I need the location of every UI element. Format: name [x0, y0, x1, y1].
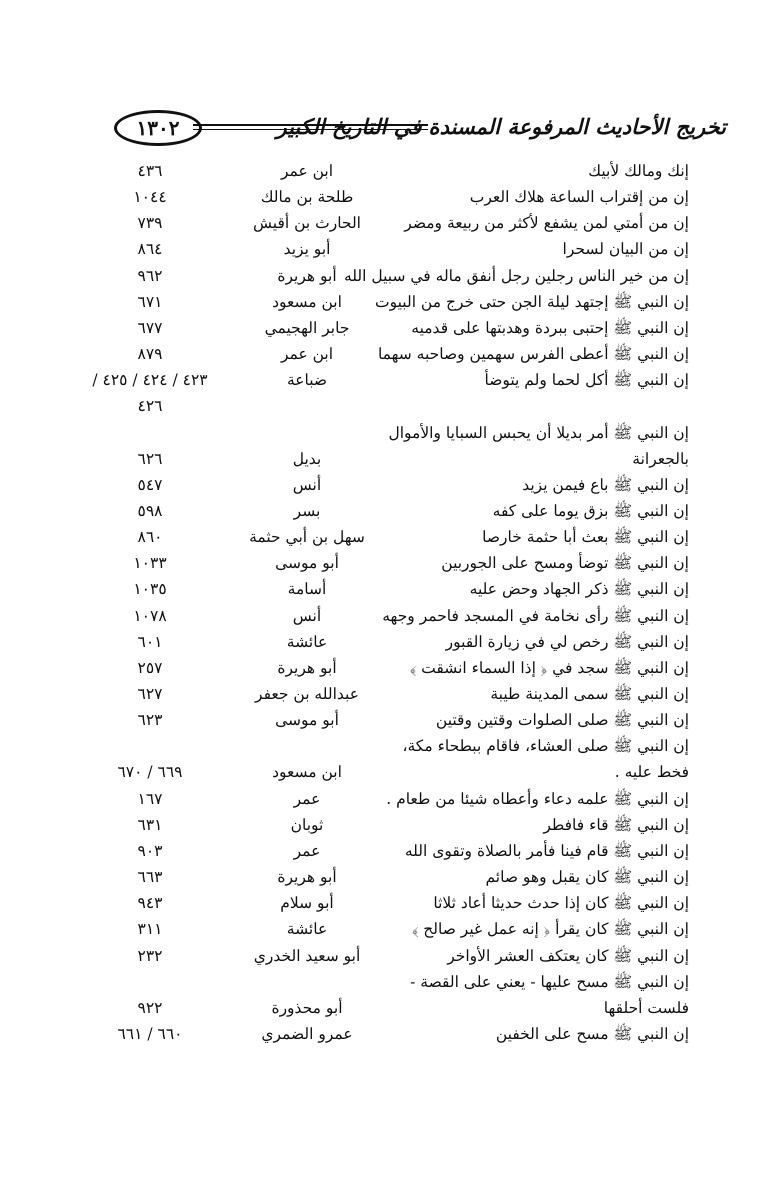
narrator-name: جابر الهجيمي: [264, 318, 350, 337]
hadith-text: فخط عليه .: [614, 763, 689, 782]
narrator-name: بسر: [293, 501, 321, 520]
page-refs: ١٠٣٣: [133, 554, 167, 573]
index-entry: [0, 629, 765, 655]
narrator-name: أسامة: [287, 580, 327, 599]
narrator-name: ثوبان: [290, 815, 324, 834]
page-refs: ٩٠٣: [137, 841, 163, 860]
page-refs: ٢٣٢: [137, 946, 163, 965]
hadith-text: إن النبي ﷺ صلى الصلوات وقتين وقتين: [435, 711, 689, 730]
index-entry: [0, 890, 765, 916]
index-entry: [0, 838, 765, 864]
hadith-text: فلست أحلقها: [603, 998, 689, 1017]
page-refs: ٦٠١: [137, 632, 163, 651]
page-refs: ٦٦٩ / ٦٧٠: [117, 763, 183, 782]
narrator-name: أبو هريرة: [277, 868, 337, 886]
hadith-text: إن من إقتراب الساعة هلاك العرب: [469, 188, 689, 207]
index-entry: [0, 1021, 765, 1047]
index-entry: [0, 315, 765, 341]
hadith-text: إن النبي ﷺ إحتبى ببردة وهدبتها على قدميه: [411, 318, 689, 337]
page-refs: ٥٩٨: [137, 501, 163, 520]
hadith-text: إن النبي ﷺ رخص لي في زيارة القبور: [445, 632, 689, 651]
page-refs: ٤٢٣ / ٤٢٤ / ٤٢٥ /: [92, 371, 208, 390]
index-entry: [0, 603, 765, 629]
hadith-text: إن النبي ﷺ كان يقبل وهو صائم: [485, 868, 689, 886]
index-entry: [0, 733, 765, 759]
page-refs: ١٠٣٥: [133, 580, 167, 599]
index-entry: [0, 393, 765, 419]
narrator-name: طلحة بن مالك: [260, 188, 354, 207]
page-refs: ٤٣٦: [137, 162, 163, 180]
page-refs: ٦٧١: [137, 292, 163, 311]
hadith-text: إن النبي ﷺ كان إذا حدث حديثا أعاد ثلاثا: [433, 894, 689, 913]
hadith-text: إن من أمتي لمن يشفع لأكثر من ربيعة ومضر: [404, 214, 689, 233]
hadith-text: إن النبي ﷺ سجد في ﴿ إذا السماء انشقت ﴾: [409, 658, 689, 677]
narrator-name: عمر: [293, 841, 321, 860]
index-entry: [0, 524, 765, 550]
narrator-name: أبو موسى: [275, 711, 339, 730]
page-refs: ٩٢٢: [137, 998, 163, 1017]
page-refs: ٦٧٧: [137, 318, 163, 337]
hadith-text: إن النبي ﷺ كان يقرأ ﴿ إنه عمل غير صالح ﴾: [411, 920, 689, 939]
page-refs: ٩٤٣: [137, 894, 163, 913]
index-entry: [0, 576, 765, 602]
narrator-name: عمر: [293, 789, 321, 808]
narrator-name: أبو سعيد الخدري: [253, 946, 361, 965]
index-entry: [0, 550, 765, 576]
index-entry: [0, 263, 765, 289]
hadith-text: إن النبي ﷺ كان يعتكف العشر الأواخر: [447, 946, 689, 965]
page-refs: ٦٦٠ / ٦٦١: [117, 1024, 183, 1043]
narrator-name: أبو هريرة: [277, 658, 337, 677]
index-entry: [0, 420, 765, 446]
page-number: ١٣٠٢: [136, 116, 180, 140]
hadith-text: إن النبي ﷺ توضأ ومسح على الجوربين: [441, 554, 689, 573]
narrator-name: الحارث بن أقيش: [253, 214, 361, 233]
index-entry: [0, 916, 765, 942]
page-refs: ٦٢٧: [137, 685, 163, 703]
hadith-text: إن النبي ﷺ مسح على الخفين: [495, 1024, 689, 1043]
hadith-text: إن النبي ﷺ بزق يوما على كفه: [492, 501, 689, 520]
index-entry: [0, 812, 765, 838]
index-entry: [0, 969, 765, 995]
page-refs: ٧٣٩: [137, 214, 163, 233]
index-entry: [0, 289, 765, 315]
hadith-text: إن النبي ﷺ مسح عليها - يعني على القصة -: [410, 972, 689, 991]
index-entry: [0, 864, 765, 890]
page-refs: ٦٣١: [137, 815, 163, 834]
index-entry: [0, 943, 765, 969]
narrator-name: أبو موسى: [275, 554, 339, 573]
page-refs: ٨٧٩: [137, 345, 163, 363]
narrator-name: أبو هريرة: [277, 266, 337, 285]
index-entry: [0, 367, 765, 393]
index-entry: [0, 498, 765, 524]
narrator-name: أنس: [292, 475, 322, 494]
hadith-text: إن النبي ﷺ علمه دعاء وأعطاه شيئا من طعام .: [386, 789, 689, 808]
hadith-text: إن من خير الناس رجلين رجل أنفق ماله في سبيل الله: [343, 266, 689, 285]
hadith-text: إن النبي ﷺ أعطى الفرس سهمين وصاحبه سهما: [377, 345, 689, 363]
page-refs: ٢٥٧: [137, 658, 163, 677]
narrator-name: أبو سلام: [280, 894, 334, 913]
narrator-name: أنس: [292, 606, 322, 625]
page-refs: ٣١١: [137, 920, 163, 939]
hadith-text: إن النبي ﷺ إجتهد ليلة الجن حتى خرج من البيوت: [375, 292, 689, 311]
hadith-text: إن النبي ﷺ باع فيمن يزيد: [522, 475, 689, 494]
hadith-text: إن النبي ﷺ أمر بديلا أن يحبس السبايا والأموال: [388, 423, 689, 442]
page-refs: ١٦٧: [137, 789, 163, 808]
index-entry: [0, 341, 765, 367]
hadith-text: بالجعرانة: [632, 449, 689, 468]
index-entry: [0, 707, 765, 733]
index-entry: [0, 184, 765, 210]
index-entry: [0, 995, 765, 1021]
narrator-name: عمرو الضمري: [261, 1024, 353, 1043]
narrator-name: عائشة: [286, 920, 328, 939]
index-entry: [0, 210, 765, 236]
page-refs: ٦٢٣: [137, 711, 163, 730]
page-refs: ٨٦٤: [137, 240, 163, 259]
hadith-text: إن النبي ﷺ قام فينا فأمر بالصلاة وتقوى الله: [404, 841, 689, 860]
index-entry: [0, 786, 765, 812]
page-refs: ٦٦٣: [137, 868, 163, 886]
hadith-text: إن النبي ﷺ ذكر الجهاد وحض عليه: [469, 580, 689, 599]
page-refs: ٨٦٠: [137, 528, 163, 547]
narrator-name: عبدالله بن جعفر: [255, 685, 359, 703]
narrator-name: بديل: [292, 449, 322, 468]
narrator-name: أبو يزيد: [283, 240, 331, 259]
narrator-name: ابن عمر: [280, 162, 334, 180]
index-entry: [0, 446, 765, 472]
index-entry: [0, 158, 765, 184]
narrator-name: عائشة: [286, 632, 328, 651]
narrator-name: أبو محذورة: [271, 998, 343, 1017]
page-refs: ٦٢٦: [137, 449, 163, 468]
narrator-name: ابن مسعود: [272, 292, 342, 311]
index-entry: [0, 472, 765, 498]
narrator-name: ابن عمر: [280, 345, 334, 363]
page-refs: ١٠٤٤: [133, 188, 167, 207]
hadith-text: إن النبي ﷺ رأى نخامة في المسجد فاحمر وجهه: [382, 606, 689, 625]
hadith-text: إن النبي ﷺ قاء فافطر: [543, 815, 689, 834]
index-entry: [0, 236, 765, 262]
page-refs: ٩٦٢: [137, 266, 163, 285]
hadith-text: إن النبي ﷺ بعث أبا حثمة خارصا: [482, 528, 689, 547]
page-refs: ٥٤٧: [137, 475, 163, 494]
narrator-name: سهل بن أبي حثمة: [249, 528, 365, 547]
narrator-name: ابن مسعود: [272, 763, 342, 782]
page-refs: ١٠٧٨: [133, 606, 167, 625]
hadith-text: إن النبي ﷺ أكل لحما ولم يتوضأ: [484, 371, 689, 390]
page-refs: ٤٢٦: [137, 397, 163, 416]
hadith-text: إن النبي ﷺ صلى العشاء، فاقام ببطحاء مكة،: [402, 737, 689, 756]
hadith-text: إنك ومالك لأبيك: [588, 162, 689, 180]
index-entry: [0, 759, 765, 785]
narrator-name: ضباعة: [286, 371, 328, 390]
index-entry: [0, 655, 765, 681]
hadith-text: إن من البيان لسحرا: [562, 240, 689, 259]
index-entry: [0, 681, 765, 707]
hadith-text: إن النبي ﷺ سمى المدينة طيبة: [490, 685, 689, 703]
running-title: تخريج الأحاديث المرفوعة المسندة في التاريخ الكبير: [276, 114, 726, 139]
